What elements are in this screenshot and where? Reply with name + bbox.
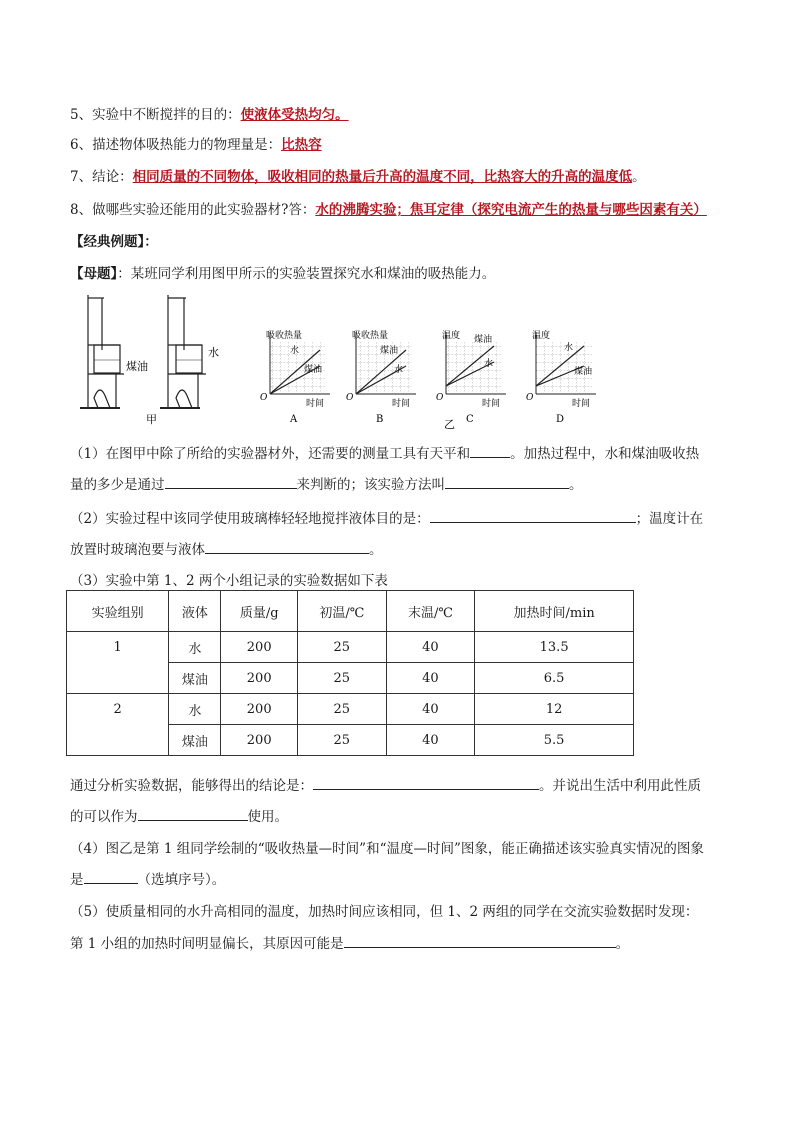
- graph-b-letter: B: [376, 414, 384, 425]
- table-row: 2 水 200 25 40 12: [67, 694, 634, 725]
- q4-blank[interactable]: [84, 871, 138, 884]
- section-title: 【经典例题】：: [70, 234, 158, 250]
- svg-text:煤油: 煤油: [380, 346, 399, 356]
- table-row: 煤油 200 25 40 5.5: [67, 725, 634, 756]
- table-row: 煤油 200 25 40 6.5: [67, 663, 634, 694]
- q1-blank-2[interactable]: [165, 476, 297, 489]
- q5-blank[interactable]: [344, 935, 616, 948]
- answer-6: 比热容: [281, 137, 322, 153]
- svg-text:水: 水: [564, 343, 574, 353]
- q3-blank-2[interactable]: [138, 808, 248, 821]
- graph-a: [260, 329, 330, 425]
- data-table: [66, 590, 634, 756]
- graph-d-letter: D: [556, 414, 565, 425]
- graph-c-letter: C: [466, 414, 474, 425]
- graph-d: [526, 329, 596, 425]
- q5-line2: 第 1 小组的加热时间明显偏长，其原因可能是 。: [70, 936, 630, 952]
- answer-8: 水的沸腾实验；焦耳定律（探究电流产生的热量与哪些因素有关）: [315, 202, 707, 218]
- q1-line2: 量的多少是通过 来判断的；该实验方法叫 。: [70, 477, 583, 493]
- svg-text:时间: 时间: [392, 399, 411, 409]
- q2-line2: 放置时玻璃泡要与液体 。: [70, 542, 383, 558]
- q3-intro: （3）实验中第 1、2 两个小组记录的实验数据如下表: [70, 573, 388, 589]
- label-water: 水: [208, 346, 219, 359]
- item-6: 6、描述物体吸热能力的物理量是：比热容: [70, 137, 322, 153]
- q1-line1: （1）在图甲中除了所给的实验器材外，还需要的测量工具有天平和 。加热过程中，水和煤油吸收热: [70, 446, 700, 462]
- q3-conclusion-line1: 通过分析实验数据，能够得出的结论是： 。并说出生活中利用此性质: [70, 778, 701, 794]
- svg-text:时间: 时间: [572, 399, 591, 409]
- svg-text:煤油: 煤油: [474, 335, 493, 345]
- item-5: 5、实验中不断搅拌的目的：使液体受热均匀。: [70, 107, 349, 123]
- item-8: 8、做哪些实验还能用的此实验器材?答：水的沸腾实验；焦耳定律（探究电流产生的热量与哪些因素有关）: [70, 202, 707, 218]
- svg-text:水: 水: [290, 346, 300, 356]
- svg-text:温度: 温度: [442, 331, 461, 341]
- graph-c: [436, 329, 506, 425]
- svg-text:水: 水: [394, 365, 404, 375]
- label-yi: 乙: [444, 418, 455, 430]
- q1-blank-1[interactable]: [470, 445, 510, 458]
- q5-line1: （5）使质量相同的水升高相同的温度，加热时间应该相同，但 1、2 两组的同学在交流实验数据时发现：: [70, 904, 699, 920]
- item-7: 7、结论：相同质量的不同物体，吸收相同的热量后升高的温度不同，比热容大的升高的温度低。: [70, 169, 646, 185]
- svg-text:时间: 时间: [482, 399, 501, 409]
- figure: [80, 290, 620, 430]
- q4-line2: 是 （选填序号）。: [70, 872, 226, 888]
- apparatus-water: [160, 295, 206, 408]
- q4-line1: （4）图乙是第 1 组同学绘制的“吸收热量—时间”和“温度—时间”图象，能正确描述该实验真实情况的图象: [70, 841, 704, 857]
- svg-text:煤油: 煤油: [574, 367, 593, 377]
- q2-blank-2[interactable]: [205, 541, 369, 554]
- svg-text:吸收热量: 吸收热量: [266, 331, 303, 341]
- svg-text:O: O: [526, 393, 534, 403]
- q3-blank-1[interactable]: [313, 777, 539, 790]
- svg-text:水: 水: [484, 359, 494, 369]
- table-header-row: 实验组别 液体 质量/g 初温/℃ 末温/℃ 加热时间/min: [67, 591, 634, 632]
- label-jia: 甲: [146, 413, 157, 426]
- svg-text:O: O: [260, 393, 268, 403]
- label-kerosene: 煤油: [126, 360, 148, 373]
- table-row: 1 水 200 25 40 13.5: [67, 632, 634, 663]
- svg-text:O: O: [346, 393, 354, 403]
- svg-text:O: O: [436, 393, 444, 403]
- apparatus-kerosene: [80, 295, 124, 408]
- q1-blank-3[interactable]: [445, 476, 569, 489]
- q3-conclusion-line2: 的可以作为 使用。: [70, 809, 288, 825]
- graph-a-letter: A: [290, 414, 298, 425]
- q2-blank-1[interactable]: [430, 510, 636, 523]
- svg-text:温度: 温度: [532, 331, 551, 341]
- svg-text:吸收热量: 吸收热量: [352, 331, 389, 341]
- svg-text:时间: 时间: [306, 399, 325, 409]
- problem-intro: 【母题】：某班同学利用图甲所示的实验装置探究水和煤油的吸热能力。: [70, 266, 496, 282]
- q2-line1: （2）实验过程中该同学使用玻璃棒轻轻地搅拌液体目的是： ；温度计在: [70, 511, 704, 527]
- graph-b: [346, 329, 416, 425]
- svg-text:煤油: 煤油: [304, 365, 323, 375]
- answer-7: 相同质量的不同物体，吸收相同的热量后升高的温度不同，比热容大的升高的温度低: [132, 169, 633, 185]
- answer-5: 使液体受热均匀。: [240, 107, 349, 123]
